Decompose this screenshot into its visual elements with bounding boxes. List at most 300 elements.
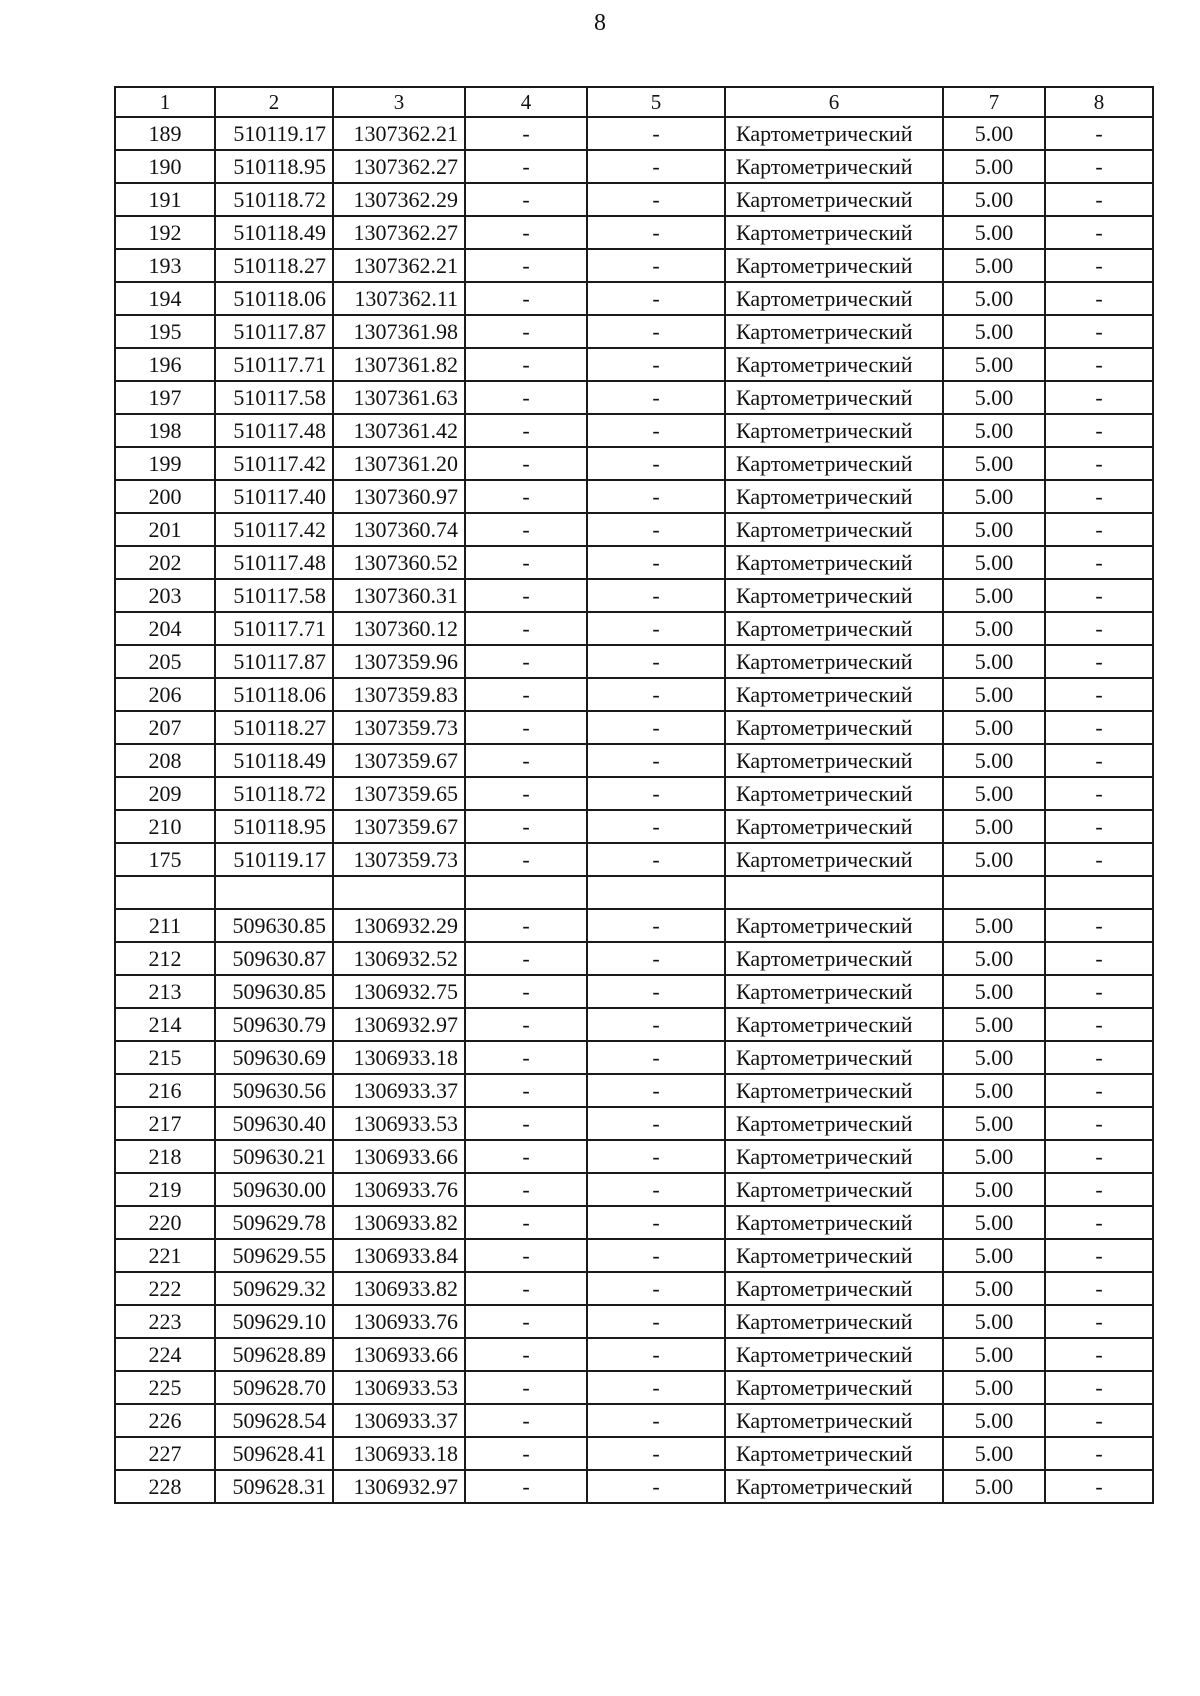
table-cell: 510118.06 bbox=[215, 282, 333, 315]
table-body bbox=[115, 87, 1153, 1503]
table-cell: - bbox=[1045, 909, 1153, 942]
table-cell: 509630.85 bbox=[215, 975, 333, 1008]
table-cell: 510117.58 bbox=[215, 381, 333, 414]
table-cell: 206 bbox=[115, 678, 215, 711]
table-cell: - bbox=[587, 612, 725, 645]
table-cell: 5.00 bbox=[943, 348, 1045, 381]
table-cell: 510117.58 bbox=[215, 579, 333, 612]
column-header: 3 bbox=[333, 87, 465, 117]
table-cell: 5.00 bbox=[943, 282, 1045, 315]
table-cell: - bbox=[1045, 810, 1153, 843]
table-cell: 5.00 bbox=[943, 909, 1045, 942]
coordinates-table bbox=[114, 86, 1154, 1504]
table-cell: - bbox=[587, 942, 725, 975]
table-cell: - bbox=[465, 348, 587, 381]
table-cell: 224 bbox=[115, 1338, 215, 1371]
table-cell: 195 bbox=[115, 315, 215, 348]
table-cell: 215 bbox=[115, 1041, 215, 1074]
table-cell: 509630.87 bbox=[215, 942, 333, 975]
table-cell: 211 bbox=[115, 909, 215, 942]
table-cell: 1307360.31 bbox=[333, 579, 465, 612]
table-cell: 5.00 bbox=[943, 1074, 1045, 1107]
table-cell: 196 bbox=[115, 348, 215, 381]
table-cell: - bbox=[465, 315, 587, 348]
table-cell: - bbox=[587, 1272, 725, 1305]
table-cell: - bbox=[587, 117, 725, 150]
table-row bbox=[115, 117, 1153, 150]
table-cell: 510117.71 bbox=[215, 348, 333, 381]
table-cell: 509628.89 bbox=[215, 1338, 333, 1371]
table-cell bbox=[333, 876, 465, 909]
table-cell: 208 bbox=[115, 744, 215, 777]
table-cell: - bbox=[465, 1437, 587, 1470]
table-cell: 1307360.52 bbox=[333, 546, 465, 579]
table-cell: 1306932.97 bbox=[333, 1470, 465, 1503]
table-cell: - bbox=[587, 810, 725, 843]
table-cell: 5.00 bbox=[943, 1008, 1045, 1041]
table-cell: 509628.41 bbox=[215, 1437, 333, 1470]
table-cell: 5.00 bbox=[943, 216, 1045, 249]
table-cell: 1307362.27 bbox=[333, 150, 465, 183]
table-cell: 5.00 bbox=[943, 579, 1045, 612]
table-cell: - bbox=[465, 975, 587, 1008]
table-cell: 207 bbox=[115, 711, 215, 744]
table-cell: - bbox=[1045, 1173, 1153, 1206]
table-cell: 5.00 bbox=[943, 1173, 1045, 1206]
table-cell: 509630.69 bbox=[215, 1041, 333, 1074]
table-cell: - bbox=[465, 1305, 587, 1338]
table-row bbox=[115, 1074, 1153, 1107]
table-cell bbox=[587, 876, 725, 909]
table-cell: Картометрический bbox=[725, 1206, 943, 1239]
table-cell: - bbox=[587, 678, 725, 711]
table-cell: 5.00 bbox=[943, 1140, 1045, 1173]
column-header: 7 bbox=[943, 87, 1045, 117]
table-cell: 1306932.75 bbox=[333, 975, 465, 1008]
table-cell: Картометрический bbox=[725, 150, 943, 183]
column-header: 6 bbox=[725, 87, 943, 117]
table-cell: - bbox=[587, 513, 725, 546]
table-cell: 213 bbox=[115, 975, 215, 1008]
table-cell: Картометрический bbox=[725, 1173, 943, 1206]
table-cell: - bbox=[587, 183, 725, 216]
table-cell: - bbox=[587, 348, 725, 381]
table-cell: 1307360.12 bbox=[333, 612, 465, 645]
table-cell: - bbox=[465, 645, 587, 678]
table-cell: - bbox=[1045, 678, 1153, 711]
table-cell: - bbox=[1045, 414, 1153, 447]
table-cell: 5.00 bbox=[943, 1107, 1045, 1140]
table-cell: - bbox=[587, 744, 725, 777]
table-cell: - bbox=[1045, 513, 1153, 546]
table-cell: 1307359.96 bbox=[333, 645, 465, 678]
table-cell: Картометрический bbox=[725, 1371, 943, 1404]
table-cell bbox=[943, 876, 1045, 909]
table-cell: Картометрический bbox=[725, 183, 943, 216]
table-cell: 217 bbox=[115, 1107, 215, 1140]
table-cell: 1307359.83 bbox=[333, 678, 465, 711]
table-cell: 218 bbox=[115, 1140, 215, 1173]
table-row bbox=[115, 744, 1153, 777]
table-cell: 210 bbox=[115, 810, 215, 843]
table-cell: - bbox=[587, 216, 725, 249]
table-cell: - bbox=[465, 810, 587, 843]
table-cell: 1307361.63 bbox=[333, 381, 465, 414]
table-cell: - bbox=[587, 909, 725, 942]
table-cell: Картометрический bbox=[725, 1305, 943, 1338]
page-number: 8 bbox=[594, 10, 606, 36]
table-cell: 228 bbox=[115, 1470, 215, 1503]
table-row bbox=[115, 348, 1153, 381]
table-cell: 1307359.73 bbox=[333, 711, 465, 744]
table-cell: - bbox=[1045, 546, 1153, 579]
table-cell: Картометрический bbox=[725, 315, 943, 348]
table-cell: - bbox=[465, 1008, 587, 1041]
table-row bbox=[115, 150, 1153, 183]
table-cell: Картометрический bbox=[725, 1437, 943, 1470]
table-cell: 1306932.97 bbox=[333, 1008, 465, 1041]
table-row bbox=[115, 678, 1153, 711]
table-cell: - bbox=[587, 1338, 725, 1371]
table-cell: 1307362.21 bbox=[333, 117, 465, 150]
table-cell: 509630.40 bbox=[215, 1107, 333, 1140]
table-cell: 202 bbox=[115, 546, 215, 579]
table-row bbox=[115, 315, 1153, 348]
table-cell: 1307362.27 bbox=[333, 216, 465, 249]
table-cell: - bbox=[465, 1107, 587, 1140]
table-cell: 1307362.11 bbox=[333, 282, 465, 315]
table-cell: 191 bbox=[115, 183, 215, 216]
table-cell: - bbox=[1045, 381, 1153, 414]
table-cell: Картометрический bbox=[725, 645, 943, 678]
table-cell: 5.00 bbox=[943, 1338, 1045, 1371]
table-cell: Картометрический bbox=[725, 1074, 943, 1107]
table-cell: - bbox=[1045, 1272, 1153, 1305]
table-cell: - bbox=[465, 909, 587, 942]
table-cell: 510118.27 bbox=[215, 249, 333, 282]
table-cell: - bbox=[465, 249, 587, 282]
table-cell: Картометрический bbox=[725, 1272, 943, 1305]
table-cell: - bbox=[1045, 579, 1153, 612]
table-cell: Картометрический bbox=[725, 546, 943, 579]
table-cell: 1307362.21 bbox=[333, 249, 465, 282]
table-cell: - bbox=[1045, 1338, 1153, 1371]
table-cell: - bbox=[465, 1371, 587, 1404]
table-cell: 509630.56 bbox=[215, 1074, 333, 1107]
table-cell: - bbox=[587, 1206, 725, 1239]
table-cell: - bbox=[1045, 942, 1153, 975]
table-cell: 198 bbox=[115, 414, 215, 447]
table-row bbox=[115, 282, 1153, 315]
table-cell: 189 bbox=[115, 117, 215, 150]
table-cell: Картометрический bbox=[725, 117, 943, 150]
table-cell: 1307362.29 bbox=[333, 183, 465, 216]
table-cell: - bbox=[1045, 1074, 1153, 1107]
table-row bbox=[115, 1470, 1153, 1503]
table-cell: 510119.17 bbox=[215, 843, 333, 876]
table-cell: 204 bbox=[115, 612, 215, 645]
table-cell: 201 bbox=[115, 513, 215, 546]
table-cell: 1307359.67 bbox=[333, 810, 465, 843]
table-cell: 5.00 bbox=[943, 612, 1045, 645]
table-cell: 5.00 bbox=[943, 480, 1045, 513]
table-cell: 510117.42 bbox=[215, 513, 333, 546]
table-cell: Картометрический bbox=[725, 447, 943, 480]
table-cell bbox=[215, 876, 333, 909]
table-cell: 193 bbox=[115, 249, 215, 282]
table-cell: - bbox=[465, 1470, 587, 1503]
table-cell: - bbox=[1045, 282, 1153, 315]
table-row bbox=[115, 1041, 1153, 1074]
table-cell: Картометрический bbox=[725, 612, 943, 645]
table-cell: 510119.17 bbox=[215, 117, 333, 150]
table-cell: 510118.95 bbox=[215, 150, 333, 183]
table-cell: - bbox=[465, 777, 587, 810]
table-cell: - bbox=[587, 711, 725, 744]
table-cell: - bbox=[465, 282, 587, 315]
table-cell: - bbox=[465, 1041, 587, 1074]
table-cell: - bbox=[1045, 1107, 1153, 1140]
table-cell: - bbox=[465, 1173, 587, 1206]
table-cell: Картометрический bbox=[725, 216, 943, 249]
table-cell: 1307361.20 bbox=[333, 447, 465, 480]
table-cell: 510118.95 bbox=[215, 810, 333, 843]
table-row bbox=[115, 1008, 1153, 1041]
table-cell: - bbox=[1045, 1239, 1153, 1272]
table-cell: - bbox=[1045, 612, 1153, 645]
table-cell: Картометрический bbox=[725, 777, 943, 810]
table-cell: 509630.79 bbox=[215, 1008, 333, 1041]
table-row bbox=[115, 1206, 1153, 1239]
table-cell: 509629.78 bbox=[215, 1206, 333, 1239]
table-cell: - bbox=[1045, 348, 1153, 381]
table-cell: 510118.06 bbox=[215, 678, 333, 711]
table-row bbox=[115, 381, 1153, 414]
table-cell: 5.00 bbox=[943, 810, 1045, 843]
table-cell: 509629.32 bbox=[215, 1272, 333, 1305]
table-cell: 1306933.76 bbox=[333, 1173, 465, 1206]
table-cell: 5.00 bbox=[943, 315, 1045, 348]
table-cell: 225 bbox=[115, 1371, 215, 1404]
table-cell: - bbox=[465, 942, 587, 975]
table-row bbox=[115, 183, 1153, 216]
table-cell: 1306933.37 bbox=[333, 1404, 465, 1437]
table-row bbox=[115, 1173, 1153, 1206]
table-cell: Картометрический bbox=[725, 744, 943, 777]
table-cell bbox=[115, 876, 215, 909]
table-cell: - bbox=[465, 117, 587, 150]
table-cell: 5.00 bbox=[943, 513, 1045, 546]
table-cell: - bbox=[1045, 744, 1153, 777]
table-cell: 509630.00 bbox=[215, 1173, 333, 1206]
table-cell: 197 bbox=[115, 381, 215, 414]
table-cell: 5.00 bbox=[943, 942, 1045, 975]
table-cell: - bbox=[465, 447, 587, 480]
table-cell: 5.00 bbox=[943, 975, 1045, 1008]
table-cell: - bbox=[1045, 1206, 1153, 1239]
table-cell: 1306932.52 bbox=[333, 942, 465, 975]
table-cell: Картометрический bbox=[725, 480, 943, 513]
table-cell: 5.00 bbox=[943, 744, 1045, 777]
table-cell bbox=[1045, 876, 1153, 909]
table-cell: 1307360.97 bbox=[333, 480, 465, 513]
table-cell: 222 bbox=[115, 1272, 215, 1305]
table-row bbox=[115, 1404, 1153, 1437]
table-cell: 5.00 bbox=[943, 150, 1045, 183]
table-cell: 5.00 bbox=[943, 1206, 1045, 1239]
table-row bbox=[115, 480, 1153, 513]
table-row bbox=[115, 1239, 1153, 1272]
table-cell: Картометрический bbox=[725, 975, 943, 1008]
table-row bbox=[115, 1338, 1153, 1371]
table-cell: - bbox=[465, 843, 587, 876]
table-cell: 5.00 bbox=[943, 843, 1045, 876]
table-cell: 1307359.65 bbox=[333, 777, 465, 810]
table-cell: - bbox=[587, 480, 725, 513]
table-cell: - bbox=[587, 645, 725, 678]
table-row bbox=[115, 975, 1153, 1008]
table-cell: - bbox=[587, 1239, 725, 1272]
table-cell: Картометрический bbox=[725, 414, 943, 447]
table-row bbox=[115, 216, 1153, 249]
table-cell: - bbox=[1045, 1404, 1153, 1437]
table-cell: 223 bbox=[115, 1305, 215, 1338]
table-cell: Картометрический bbox=[725, 348, 943, 381]
column-header: 1 bbox=[115, 87, 215, 117]
table-cell: Картометрический bbox=[725, 843, 943, 876]
table-cell: 5.00 bbox=[943, 1239, 1045, 1272]
table-cell: 510117.48 bbox=[215, 546, 333, 579]
table-cell: - bbox=[587, 579, 725, 612]
table-cell: 510118.49 bbox=[215, 216, 333, 249]
table-cell: - bbox=[465, 150, 587, 183]
table-cell: - bbox=[1045, 975, 1153, 1008]
table-cell: - bbox=[465, 216, 587, 249]
table-cell: - bbox=[465, 612, 587, 645]
table-row bbox=[115, 1140, 1153, 1173]
table-cell: 190 bbox=[115, 150, 215, 183]
table-cell: 205 bbox=[115, 645, 215, 678]
table-cell: - bbox=[465, 678, 587, 711]
table-cell: - bbox=[465, 513, 587, 546]
table-cell: 1307360.74 bbox=[333, 513, 465, 546]
table-cell: - bbox=[1045, 1437, 1153, 1470]
table-cell: 220 bbox=[115, 1206, 215, 1239]
table-cell: 510118.27 bbox=[215, 711, 333, 744]
table-cell: - bbox=[465, 1206, 587, 1239]
table-cell: 1306933.82 bbox=[333, 1272, 465, 1305]
table-cell: 5.00 bbox=[943, 777, 1045, 810]
table-row bbox=[115, 909, 1153, 942]
table-cell: 192 bbox=[115, 216, 215, 249]
table-cell: 175 bbox=[115, 843, 215, 876]
table-cell: Картометрический bbox=[725, 513, 943, 546]
table-cell: Картометрический bbox=[725, 1404, 943, 1437]
table-cell: - bbox=[1045, 315, 1153, 348]
table-row bbox=[115, 612, 1153, 645]
column-header: 4 bbox=[465, 87, 587, 117]
table-row bbox=[115, 1437, 1153, 1470]
table-row bbox=[115, 1107, 1153, 1140]
table-cell: - bbox=[465, 1140, 587, 1173]
table-cell: 1306933.53 bbox=[333, 1371, 465, 1404]
table-row bbox=[115, 876, 1153, 909]
table-cell: 200 bbox=[115, 480, 215, 513]
table-cell: 509629.10 bbox=[215, 1305, 333, 1338]
table-cell: - bbox=[1045, 1371, 1153, 1404]
table-cell: 509629.55 bbox=[215, 1239, 333, 1272]
table-cell: 509628.31 bbox=[215, 1470, 333, 1503]
table-cell: 5.00 bbox=[943, 645, 1045, 678]
table-cell: 1306933.84 bbox=[333, 1239, 465, 1272]
table-cell: 5.00 bbox=[943, 447, 1045, 480]
table-cell: 1307361.98 bbox=[333, 315, 465, 348]
table-cell: 1306933.18 bbox=[333, 1041, 465, 1074]
column-header: 5 bbox=[587, 87, 725, 117]
table-cell: - bbox=[1045, 645, 1153, 678]
table-row bbox=[115, 1272, 1153, 1305]
table-row bbox=[115, 711, 1153, 744]
table-cell: - bbox=[1045, 1041, 1153, 1074]
table-cell: 510118.72 bbox=[215, 183, 333, 216]
table-row bbox=[115, 942, 1153, 975]
table-cell: - bbox=[587, 1074, 725, 1107]
table-cell: 226 bbox=[115, 1404, 215, 1437]
table-row bbox=[115, 249, 1153, 282]
table-cell: - bbox=[587, 1404, 725, 1437]
table-cell: - bbox=[587, 414, 725, 447]
table-cell: - bbox=[465, 744, 587, 777]
table-cell: - bbox=[1045, 1140, 1153, 1173]
table-cell: 510118.72 bbox=[215, 777, 333, 810]
table-cell: Картометрический bbox=[725, 1140, 943, 1173]
table-cell: 509630.85 bbox=[215, 909, 333, 942]
table-cell: - bbox=[587, 777, 725, 810]
table-cell: - bbox=[587, 1470, 725, 1503]
table-cell: 509630.21 bbox=[215, 1140, 333, 1173]
table-cell: - bbox=[587, 282, 725, 315]
table-cell: Картометрический bbox=[725, 1008, 943, 1041]
table-cell: 1306933.82 bbox=[333, 1206, 465, 1239]
table-cell: - bbox=[465, 183, 587, 216]
table-cell: - bbox=[1045, 117, 1153, 150]
table-cell: 199 bbox=[115, 447, 215, 480]
table-cell: - bbox=[587, 843, 725, 876]
table-cell: Картометрический bbox=[725, 1239, 943, 1272]
table-cell: 509628.70 bbox=[215, 1371, 333, 1404]
table-cell: - bbox=[1045, 711, 1153, 744]
table-row bbox=[115, 447, 1153, 480]
table-cell: - bbox=[1045, 777, 1153, 810]
table-cell: Картометрический bbox=[725, 282, 943, 315]
table-cell: - bbox=[587, 1437, 725, 1470]
table-cell: 510117.87 bbox=[215, 645, 333, 678]
table-row bbox=[115, 414, 1153, 447]
table-cell: 5.00 bbox=[943, 1437, 1045, 1470]
table-cell: 1306933.53 bbox=[333, 1107, 465, 1140]
table-cell: - bbox=[587, 315, 725, 348]
table-cell: 227 bbox=[115, 1437, 215, 1470]
table-cell: - bbox=[587, 975, 725, 1008]
table-cell: 212 bbox=[115, 942, 215, 975]
table-cell: - bbox=[587, 381, 725, 414]
table-cell: 510117.48 bbox=[215, 414, 333, 447]
table-cell: 1306933.18 bbox=[333, 1437, 465, 1470]
table-cell: - bbox=[1045, 447, 1153, 480]
table-cell: 510118.49 bbox=[215, 744, 333, 777]
table-cell: 1306933.37 bbox=[333, 1074, 465, 1107]
table-cell: - bbox=[587, 249, 725, 282]
